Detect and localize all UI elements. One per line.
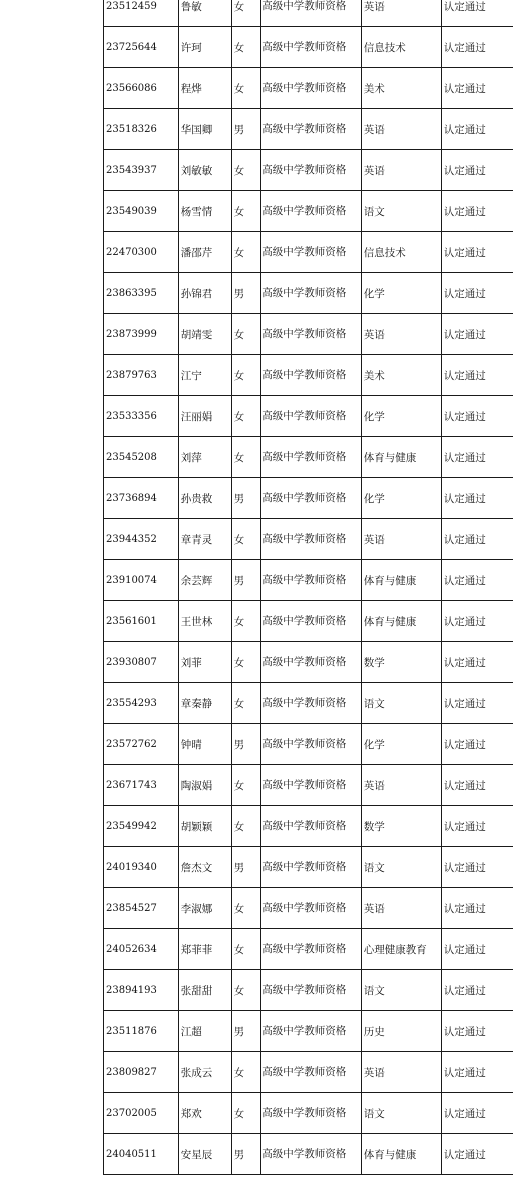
- applicant-id-cell: 23549942: [104, 806, 179, 847]
- table-row: [104, 724, 513, 765]
- table-row: [104, 314, 513, 355]
- gender-cell: 男: [231, 847, 261, 888]
- applicant-id-cell: 23725644: [104, 27, 179, 68]
- table-row: [104, 109, 513, 150]
- subject-cell: 历史: [361, 1011, 441, 1052]
- result-cell: 认定通过: [441, 929, 513, 970]
- qualification-cell: 高级中学教师资格: [261, 929, 362, 970]
- applicant-id-cell: 23910074: [104, 560, 179, 601]
- subject-cell: 体育与健康: [361, 601, 441, 642]
- subject-cell: 数学: [361, 642, 441, 683]
- result-cell: 认定通过: [441, 1134, 513, 1175]
- applicant-name-cell: 章青灵: [178, 519, 231, 560]
- subject-cell: 英语: [361, 765, 441, 806]
- applicant-name-cell: 潘邵芹: [178, 232, 231, 273]
- result-cell: 认定通过: [441, 1011, 513, 1052]
- applicant-name-cell: 杨雪情: [178, 191, 231, 232]
- qualification-cell: 高级中学教师资格: [261, 1011, 362, 1052]
- gender-cell: 女: [231, 27, 261, 68]
- subject-cell: 英语: [361, 1052, 441, 1093]
- gender-cell: 女: [231, 765, 261, 806]
- result-cell: 认定通过: [441, 519, 513, 560]
- applicant-name-cell: 胡颖颖: [178, 806, 231, 847]
- table-row: [104, 355, 513, 396]
- applicant-id-cell: 23873999: [104, 314, 179, 355]
- table-row: [104, 232, 513, 273]
- applicant-name-cell: 江超: [178, 1011, 231, 1052]
- certification-table: [103, 0, 513, 1175]
- gender-cell: 男: [231, 560, 261, 601]
- applicant-name-cell: 程烨: [178, 68, 231, 109]
- table-row: [104, 929, 513, 970]
- gender-cell: 女: [231, 806, 261, 847]
- subject-cell: 英语: [361, 150, 441, 191]
- result-cell: 认定通过: [441, 724, 513, 765]
- qualification-cell: 高级中学教师资格: [261, 68, 362, 109]
- applicant-id-cell: 23511876: [104, 1011, 179, 1052]
- applicant-name-cell: 李淑娜: [178, 888, 231, 929]
- subject-cell: 语文: [361, 683, 441, 724]
- table-row: [104, 806, 513, 847]
- applicant-id-cell: 23879763: [104, 355, 179, 396]
- applicant-id-cell: 23702005: [104, 1093, 179, 1134]
- applicant-name-cell: 安星辰: [178, 1134, 231, 1175]
- qualification-cell: 高级中学教师资格: [261, 642, 362, 683]
- result-cell: 认定通过: [441, 0, 513, 27]
- subject-cell: 信息技术: [361, 27, 441, 68]
- result-cell: 认定通过: [441, 109, 513, 150]
- table-row: [104, 765, 513, 806]
- qualification-cell: 高级中学教师资格: [261, 724, 362, 765]
- qualification-cell: 高级中学教师资格: [261, 519, 362, 560]
- applicant-id-cell: 24019340: [104, 847, 179, 888]
- qualification-cell: 高级中学教师资格: [261, 273, 362, 314]
- result-cell: 认定通过: [441, 396, 513, 437]
- gender-cell: 男: [231, 1134, 261, 1175]
- applicant-name-cell: 华国卿: [178, 109, 231, 150]
- subject-cell: 化学: [361, 273, 441, 314]
- applicant-name-cell: 刘菲: [178, 642, 231, 683]
- applicant-id-cell: 23894193: [104, 970, 179, 1011]
- subject-cell: 语文: [361, 847, 441, 888]
- table-body: [104, 0, 513, 1175]
- table-row: [104, 683, 513, 724]
- result-cell: 认定通过: [441, 150, 513, 191]
- qualification-cell: 高级中学教师资格: [261, 888, 362, 929]
- gender-cell: 女: [231, 232, 261, 273]
- result-cell: 认定通过: [441, 683, 513, 724]
- qualification-cell: 高级中学教师资格: [261, 1093, 362, 1134]
- applicant-id-cell: 23809827: [104, 1052, 179, 1093]
- gender-cell: 女: [231, 396, 261, 437]
- result-cell: 认定通过: [441, 191, 513, 232]
- result-cell: 认定通过: [441, 68, 513, 109]
- applicant-id-cell: 23572762: [104, 724, 179, 765]
- gender-cell: 男: [231, 478, 261, 519]
- gender-cell: 男: [231, 724, 261, 765]
- gender-cell: 女: [231, 191, 261, 232]
- gender-cell: 女: [231, 683, 261, 724]
- gender-cell: 女: [231, 1052, 261, 1093]
- result-cell: 认定通过: [441, 355, 513, 396]
- qualification-cell: 高级中学教师资格: [261, 1134, 362, 1175]
- qualification-cell: 高级中学教师资格: [261, 970, 362, 1011]
- applicant-id-cell: 23543937: [104, 150, 179, 191]
- applicant-name-cell: 胡靖雯: [178, 314, 231, 355]
- gender-cell: 女: [231, 601, 261, 642]
- gender-cell: 女: [231, 888, 261, 929]
- gender-cell: 女: [231, 68, 261, 109]
- subject-cell: 美术: [361, 68, 441, 109]
- qualification-cell: 高级中学教师资格: [261, 355, 362, 396]
- applicant-name-cell: 郑菲菲: [178, 929, 231, 970]
- gender-cell: 女: [231, 1093, 261, 1134]
- subject-cell: 英语: [361, 0, 441, 27]
- applicant-id-cell: 23545208: [104, 437, 179, 478]
- qualification-cell: 高级中学教师资格: [261, 396, 362, 437]
- subject-cell: 体育与健康: [361, 437, 441, 478]
- table-row: [104, 0, 513, 27]
- table-row: [104, 191, 513, 232]
- applicant-id-cell: 23549039: [104, 191, 179, 232]
- gender-cell: 男: [231, 1011, 261, 1052]
- result-cell: 认定通过: [441, 273, 513, 314]
- subject-cell: 化学: [361, 478, 441, 519]
- table-row: [104, 68, 513, 109]
- applicant-id-cell: 23736894: [104, 478, 179, 519]
- table-row: [104, 847, 513, 888]
- table-row: [104, 1093, 513, 1134]
- applicant-id-cell: 23930807: [104, 642, 179, 683]
- applicant-name-cell: 章秦静: [178, 683, 231, 724]
- gender-cell: 女: [231, 519, 261, 560]
- gender-cell: 男: [231, 273, 261, 314]
- table-row: [104, 970, 513, 1011]
- applicant-id-cell: 23518326: [104, 109, 179, 150]
- subject-cell: 英语: [361, 519, 441, 560]
- applicant-name-cell: 鲁敏: [178, 0, 231, 27]
- subject-cell: 体育与健康: [361, 1134, 441, 1175]
- applicant-name-cell: 陶淑娟: [178, 765, 231, 806]
- subject-cell: 语文: [361, 1093, 441, 1134]
- applicant-id-cell: 24052634: [104, 929, 179, 970]
- qualification-cell: 高级中学教师资格: [261, 601, 362, 642]
- gender-cell: 女: [231, 150, 261, 191]
- qualification-cell: 高级中学教师资格: [261, 191, 362, 232]
- gender-cell: 女: [231, 970, 261, 1011]
- applicant-name-cell: 汪丽娟: [178, 396, 231, 437]
- applicant-id-cell: 23554293: [104, 683, 179, 724]
- qualification-cell: 高级中学教师资格: [261, 847, 362, 888]
- applicant-id-cell: 23561601: [104, 601, 179, 642]
- result-cell: 认定通过: [441, 888, 513, 929]
- applicant-name-cell: 郑欢: [178, 1093, 231, 1134]
- result-cell: 认定通过: [441, 601, 513, 642]
- result-cell: 认定通过: [441, 1093, 513, 1134]
- qualification-cell: 高级中学教师资格: [261, 0, 362, 27]
- subject-cell: 英语: [361, 314, 441, 355]
- applicant-id-cell: 24040511: [104, 1134, 179, 1175]
- table-row: [104, 273, 513, 314]
- result-cell: 认定通过: [441, 437, 513, 478]
- result-cell: 认定通过: [441, 560, 513, 601]
- qualification-cell: 高级中学教师资格: [261, 27, 362, 68]
- result-cell: 认定通过: [441, 232, 513, 273]
- subject-cell: 语文: [361, 191, 441, 232]
- result-cell: 认定通过: [441, 847, 513, 888]
- applicant-id-cell: 22470300: [104, 232, 179, 273]
- gender-cell: 男: [231, 109, 261, 150]
- result-cell: 认定通过: [441, 642, 513, 683]
- gender-cell: 女: [231, 437, 261, 478]
- qualification-cell: 高级中学教师资格: [261, 232, 362, 273]
- gender-cell: 女: [231, 929, 261, 970]
- qualification-cell: 高级中学教师资格: [261, 150, 362, 191]
- subject-cell: 信息技术: [361, 232, 441, 273]
- applicant-id-cell: 23512459: [104, 0, 179, 27]
- table-row: [104, 1052, 513, 1093]
- applicant-name-cell: 钟晴: [178, 724, 231, 765]
- applicant-id-cell: 23944352: [104, 519, 179, 560]
- table-row: [104, 1134, 513, 1175]
- table-row: [104, 519, 513, 560]
- applicant-id-cell: 23671743: [104, 765, 179, 806]
- subject-cell: 化学: [361, 396, 441, 437]
- qualification-cell: 高级中学教师资格: [261, 437, 362, 478]
- applicant-id-cell: 23566086: [104, 68, 179, 109]
- applicant-name-cell: 江宁: [178, 355, 231, 396]
- table-row: [104, 150, 513, 191]
- qualification-cell: 高级中学教师资格: [261, 109, 362, 150]
- applicant-name-cell: 詹杰文: [178, 847, 231, 888]
- subject-cell: 美术: [361, 355, 441, 396]
- applicant-name-cell: 刘萍: [178, 437, 231, 478]
- applicant-name-cell: 王世林: [178, 601, 231, 642]
- table-row: [104, 888, 513, 929]
- gender-cell: 女: [231, 355, 261, 396]
- applicant-id-cell: 23533356: [104, 396, 179, 437]
- applicant-name-cell: 张甜甜: [178, 970, 231, 1011]
- qualification-cell: 高级中学教师资格: [261, 765, 362, 806]
- applicant-name-cell: 余芸辉: [178, 560, 231, 601]
- result-cell: 认定通过: [441, 765, 513, 806]
- qualification-cell: 高级中学教师资格: [261, 1052, 362, 1093]
- applicant-name-cell: 孙锦君: [178, 273, 231, 314]
- table-row: [104, 437, 513, 478]
- result-cell: 认定通过: [441, 806, 513, 847]
- applicant-name-cell: 许珂: [178, 27, 231, 68]
- applicant-name-cell: 孙贵救: [178, 478, 231, 519]
- result-cell: 认定通过: [441, 970, 513, 1011]
- gender-cell: 女: [231, 0, 261, 27]
- applicant-id-cell: 23854527: [104, 888, 179, 929]
- subject-cell: 语文: [361, 970, 441, 1011]
- table-row: [104, 560, 513, 601]
- applicant-name-cell: 刘敏敏: [178, 150, 231, 191]
- gender-cell: 女: [231, 642, 261, 683]
- result-cell: 认定通过: [441, 1052, 513, 1093]
- qualification-cell: 高级中学教师资格: [261, 314, 362, 355]
- qualification-cell: 高级中学教师资格: [261, 478, 362, 519]
- result-cell: 认定通过: [441, 478, 513, 519]
- table-row: [104, 601, 513, 642]
- subject-cell: 体育与健康: [361, 560, 441, 601]
- table-row: [104, 27, 513, 68]
- table-row: [104, 1011, 513, 1052]
- subject-cell: 心理健康教育: [361, 929, 441, 970]
- table-row: [104, 396, 513, 437]
- subject-cell: 化学: [361, 724, 441, 765]
- result-cell: 认定通过: [441, 314, 513, 355]
- table-row: [104, 478, 513, 519]
- table-row: [104, 642, 513, 683]
- subject-cell: 数学: [361, 806, 441, 847]
- subject-cell: 英语: [361, 888, 441, 929]
- qualification-cell: 高级中学教师资格: [261, 560, 362, 601]
- result-cell: 认定通过: [441, 27, 513, 68]
- applicant-id-cell: 23863395: [104, 273, 179, 314]
- gender-cell: 女: [231, 314, 261, 355]
- applicant-name-cell: 张成云: [178, 1052, 231, 1093]
- subject-cell: 英语: [361, 109, 441, 150]
- qualification-cell: 高级中学教师资格: [261, 683, 362, 724]
- qualification-cell: 高级中学教师资格: [261, 806, 362, 847]
